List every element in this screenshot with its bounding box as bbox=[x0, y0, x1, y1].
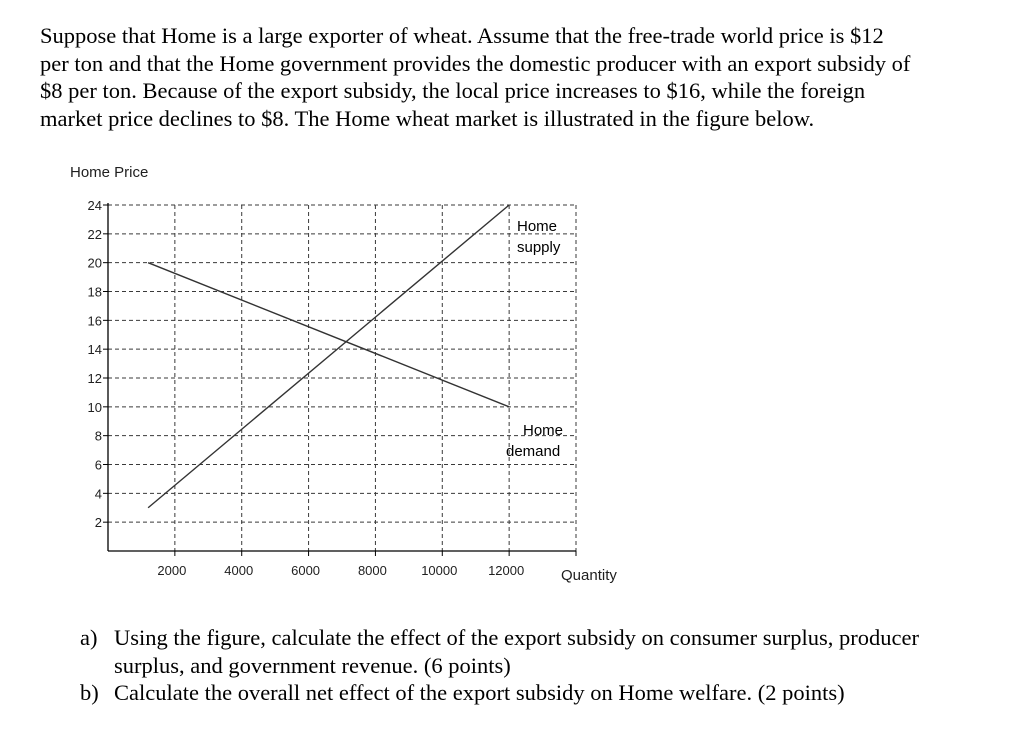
problem-line: market price declines to $8. The Home wheat market is illustrated in the figure below. bbox=[40, 105, 815, 131]
question-line: Using the figure, calculate the effect of the export subsidy on consumer surplus, producer bbox=[114, 625, 919, 650]
x-tick-label: 6000 bbox=[291, 563, 321, 578]
supply-curve bbox=[148, 205, 509, 508]
demand-curve-label: Home bbox=[523, 422, 564, 439]
y-tick-label: 10 bbox=[87, 399, 102, 415]
problem-line: Suppose that Home is a large exporter of wheat. Assume that the free-trade world price is $12 bbox=[40, 23, 884, 48]
y-tick-label: 18 bbox=[87, 284, 102, 300]
x-tick-label: 12000 bbox=[488, 563, 525, 578]
x-tick-label: 10000 bbox=[421, 563, 458, 578]
question-list bbox=[80, 624, 1000, 707]
x-tick-label: 2000 bbox=[157, 563, 187, 578]
supply-curve-label: supply bbox=[517, 239, 561, 256]
y-tick-label: 14 bbox=[87, 342, 102, 358]
axes bbox=[88, 198, 576, 578]
y-tick-label: 2 bbox=[94, 515, 102, 531]
curves bbox=[148, 205, 563, 508]
y-tick-label: 16 bbox=[87, 313, 102, 329]
question-b bbox=[80, 679, 1000, 707]
question-line: surplus, and government revenue. (6 points) bbox=[114, 652, 511, 678]
y-tick-label: 6 bbox=[94, 457, 102, 473]
problem-line: $8 per ton. Because of the export subsidy, the local price increases to $16, while the foreign bbox=[40, 78, 866, 103]
y-tick-label: 8 bbox=[94, 428, 102, 444]
x-tick-label: 4000 bbox=[224, 563, 254, 578]
x-tick-label: 8000 bbox=[357, 563, 387, 578]
y-tick-label: 20 bbox=[87, 255, 102, 271]
question-line: Calculate the overall net effect of the export subsidy on Home welfare. (2 points) bbox=[114, 680, 845, 705]
question-label: b) bbox=[80, 680, 99, 705]
demand-curve-label: demand bbox=[506, 443, 561, 460]
problem-line: per ton and that the Home government provides the domestic producer with an export subsidy of bbox=[40, 50, 911, 76]
question-a bbox=[80, 624, 1000, 679]
y-tick-label: 4 bbox=[94, 486, 102, 502]
y-axis-label: Home Price bbox=[70, 164, 149, 181]
y-tick-label: 12 bbox=[87, 371, 102, 386]
grid bbox=[108, 205, 576, 551]
supply-curve-label: Home bbox=[517, 218, 558, 235]
demand-curve bbox=[148, 263, 509, 407]
y-tick-label: 22 bbox=[87, 226, 102, 242]
x-axis-label: Quantity bbox=[561, 567, 617, 584]
question-label: a) bbox=[80, 625, 98, 650]
y-tick-label: 24 bbox=[87, 198, 102, 213]
